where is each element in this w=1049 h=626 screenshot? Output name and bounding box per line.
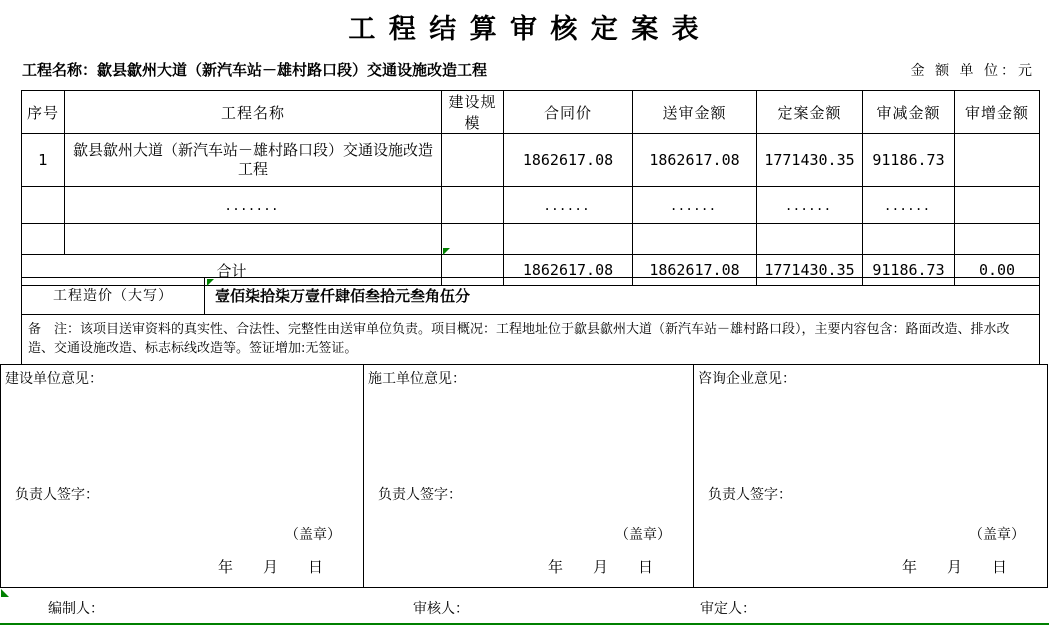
- cell-r2-final: ......: [757, 187, 863, 224]
- total-contract: 1862617.08: [504, 255, 633, 286]
- date-label: 年 月 日: [217, 558, 323, 576]
- cell-r1-scale: [442, 134, 504, 187]
- signer-label: 负责人签字：: [15, 487, 99, 503]
- cell-r1-contract: 1862617.08: [504, 134, 633, 187]
- date-label: 年 月 日: [547, 558, 653, 576]
- cell-r3-name: [65, 224, 442, 255]
- total-increase: 0.00: [955, 255, 1040, 286]
- excel-gridline-artifact: [0, 623, 1049, 625]
- table-row: [22, 224, 1040, 255]
- cell-r1-submit: 1862617.08: [633, 134, 757, 187]
- page-title: 工 程 结 算 审 核 定 案 表: [348, 14, 701, 45]
- col-header-contract-price: 合同价: [504, 91, 633, 134]
- approver-label: 审定人：: [700, 601, 756, 617]
- total-final: 1771430.35: [757, 255, 863, 286]
- reviewer-label: 审核人：: [413, 601, 469, 617]
- opinion-box-construction-unit: [1, 365, 364, 587]
- col-header-finalized-amount: 定案金额: [757, 91, 863, 134]
- project-name-label: 工程名称：: [22, 61, 98, 79]
- excel-corner-marker-icon: [1, 589, 9, 597]
- capital-amount-label: 工程造价（大写）: [21, 277, 205, 315]
- seal-label: （盖章）: [969, 527, 1025, 543]
- table-row: [22, 134, 1040, 187]
- cell-r2-increase: [955, 187, 1040, 224]
- cell-r1-name: 歙县歙州大道（新汽车站－雄村路口段）交通设施改造工程: [65, 134, 442, 187]
- cell-r3-scale: [442, 224, 504, 255]
- opinion-title: 施工单位意见：: [368, 371, 466, 387]
- cell-r1-seq: 1: [22, 134, 65, 187]
- opinion-title: 建设单位意见：: [5, 371, 103, 387]
- col-header-increased-amount: 审增金额: [955, 91, 1040, 134]
- cell-r2-contract: ......: [504, 187, 633, 224]
- col-header-project-name: 工程名称: [65, 91, 442, 134]
- opinion-title: 咨询企业意见：: [698, 371, 796, 387]
- total-label: 合计: [22, 255, 442, 286]
- cell-r3-seq: [22, 224, 65, 255]
- table-row: [22, 187, 1040, 224]
- preparer-label: 编制人：: [48, 601, 104, 617]
- signer-label: 负责人签字：: [708, 487, 792, 503]
- cell-r1-reduce: 91186.73: [863, 134, 955, 187]
- cell-r3-contract: [504, 224, 633, 255]
- opinion-box-contractor-unit: [364, 365, 694, 587]
- signature-footer: [0, 598, 1049, 626]
- settlement-table: [21, 90, 1040, 286]
- total-reduce: 91186.73: [863, 255, 955, 286]
- seal-label: （盖章）: [285, 527, 341, 543]
- table-header-row: [22, 91, 1040, 134]
- cell-r2-submit: ......: [633, 187, 757, 224]
- amount-unit-label: 金 额 单 位：元: [910, 63, 1035, 79]
- project-name-value: 歙县歙州大道（新汽车站－雄村路口段）交通设施改造工程: [97, 61, 488, 79]
- cell-r1-final: 1771430.35: [757, 134, 863, 187]
- opinion-section: [0, 364, 1048, 588]
- total-submit: 1862617.08: [633, 255, 757, 286]
- cell-r2-seq: [22, 187, 65, 224]
- col-header-scale: 建设规模: [442, 91, 504, 134]
- cell-r3-submit: [633, 224, 757, 255]
- cell-r2-name: .......: [65, 187, 442, 224]
- project-name-line: [22, 59, 487, 80]
- excel-error-marker-icon: [207, 279, 214, 286]
- capital-amount-value: 壹佰柒拾柒万壹仟肆佰叁拾元叁角伍分: [204, 277, 1040, 315]
- excel-error-marker-icon: [443, 248, 450, 255]
- col-header-submitted-amount: 送审金额: [633, 91, 757, 134]
- col-header-seq: 序号: [22, 91, 65, 134]
- cell-r3-final: [757, 224, 863, 255]
- date-label: 年 月 日: [901, 558, 1007, 576]
- subheader: [22, 59, 1035, 80]
- cell-r1-increase: [955, 134, 1040, 187]
- opinion-box-consulting-firm: [694, 365, 1047, 587]
- remark-cell: 备 注：该项目送审资料的真实性、合法性、完整性由送审单位负责。项目概况：工程地址位于歙县歙州大道（新汽车站－雄村路口段），主要内容包含：路面改造、排水改造、交通设施改造、标志标线改造等。签证增加:无签证。: [21, 314, 1040, 365]
- capital-amount-row: [21, 277, 1040, 315]
- cell-r2-scale: [442, 187, 504, 224]
- cell-r2-reduce: ......: [863, 187, 955, 224]
- cell-r3-increase: [955, 224, 1040, 255]
- cell-r3-reduce: [863, 224, 955, 255]
- seal-label: （盖章）: [615, 527, 671, 543]
- signer-label: 负责人签字：: [378, 487, 462, 503]
- col-header-reduced-amount: 审减金额: [863, 91, 955, 134]
